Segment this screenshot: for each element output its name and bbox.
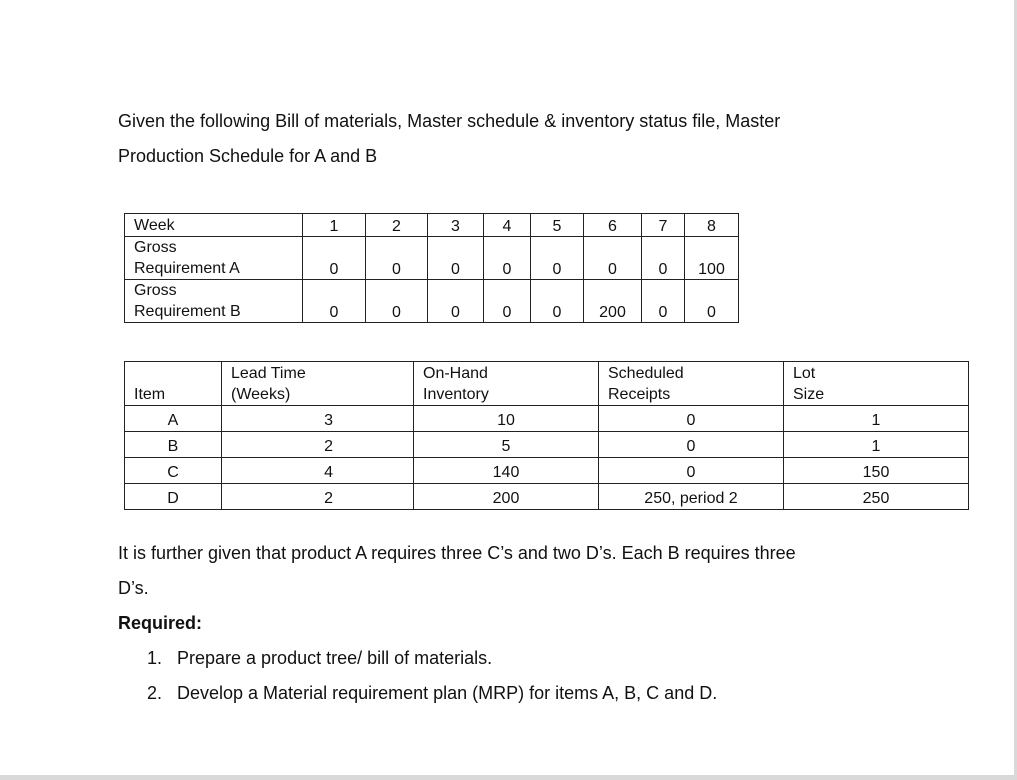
lot-size-cell: 250 [784, 484, 969, 510]
value-cell: 0 [484, 280, 531, 323]
value-cell: 0 [366, 237, 428, 280]
header-lead-time [222, 362, 414, 406]
value-cell: 0 [685, 280, 739, 323]
further-line-1: It is further given that product A requires three C’s and two D’s. Each B requires three [118, 543, 796, 563]
row-label-line-2: Requirement B [134, 303, 241, 320]
row-label [125, 237, 303, 280]
row-label-line-2: Requirement A [134, 260, 240, 277]
header-on-hand [414, 362, 599, 406]
lead-time-cell: 4 [222, 458, 414, 484]
intro-paragraph [118, 104, 898, 174]
value-cell: 0 [642, 237, 685, 280]
lot-size-cell: 1 [784, 432, 969, 458]
inventory-row-a [125, 406, 969, 432]
lead-time-cell: 2 [222, 484, 414, 510]
header-scheduled-line-2: Receipts [608, 386, 671, 403]
week-label: Week [125, 214, 303, 237]
value-cell: 0 [366, 280, 428, 323]
value-cell: 200 [584, 280, 642, 323]
item-cell: B [125, 432, 222, 458]
list-number: 2. [147, 683, 163, 703]
week-cell: 5 [531, 214, 584, 237]
list-item [147, 676, 717, 711]
gross-requirement-b-row [125, 280, 739, 323]
lead-time-cell: 3 [222, 406, 414, 432]
inventory-header-row [125, 362, 969, 406]
row-label-line-1: Gross [134, 239, 177, 256]
week-row [125, 214, 739, 237]
lot-size-cell: 150 [784, 458, 969, 484]
value-cell: 0 [303, 237, 366, 280]
header-scheduled-receipts [599, 362, 784, 406]
header-on-hand-line-1: On-Hand [423, 365, 488, 382]
value-cell: 100 [685, 237, 739, 280]
header-lot-line-1: Lot [793, 365, 816, 382]
week-cell: 8 [685, 214, 739, 237]
list-item [147, 641, 717, 676]
item-cell: D [125, 484, 222, 510]
inventory-status-table [124, 361, 969, 510]
scheduled-cell: 250, period 2 [599, 484, 784, 510]
intro-line-2: Production Schedule for A and B [118, 146, 378, 166]
header-lot-line-2: Size [793, 386, 825, 403]
header-item: Item [125, 362, 222, 406]
value-cell: 0 [303, 280, 366, 323]
row-label-line-1: Gross [134, 282, 177, 299]
lead-time-cell: 2 [222, 432, 414, 458]
inventory-row-d [125, 484, 969, 510]
inventory-row-c [125, 458, 969, 484]
header-lead-time-line-1: Lead Time [231, 365, 306, 382]
item-cell: A [125, 406, 222, 432]
lot-size-cell: 1 [784, 406, 969, 432]
inventory-row-b [125, 432, 969, 458]
value-cell: 0 [531, 237, 584, 280]
required-heading: Required: [118, 613, 203, 633]
on-hand-cell: 5 [414, 432, 599, 458]
master-schedule-table [124, 213, 739, 323]
list-number: 1. [147, 648, 163, 668]
further-paragraph [118, 536, 918, 606]
on-hand-cell: 200 [414, 484, 599, 510]
intro-line-1: Given the following Bill of materials, Master schedule & inventory status file, Master [118, 111, 781, 131]
week-cell: 2 [366, 214, 428, 237]
header-lot-size [784, 362, 969, 406]
value-cell: 0 [642, 280, 685, 323]
week-cell: 7 [642, 214, 685, 237]
header-scheduled-line-1: Scheduled [608, 365, 684, 382]
week-cell: 6 [584, 214, 642, 237]
value-cell: 0 [428, 237, 484, 280]
value-cell: 0 [484, 237, 531, 280]
scheduled-cell: 0 [599, 458, 784, 484]
scheduled-cell: 0 [599, 432, 784, 458]
value-cell: 0 [584, 237, 642, 280]
list-text: Prepare a product tree/ bill of materials. [177, 648, 493, 668]
required-list [147, 641, 717, 711]
row-label [125, 280, 303, 323]
header-on-hand-line-2: Inventory [423, 386, 489, 403]
on-hand-cell: 10 [414, 406, 599, 432]
week-cell: 3 [428, 214, 484, 237]
on-hand-cell: 140 [414, 458, 599, 484]
header-lead-time-line-2: (Weeks) [231, 386, 291, 403]
item-cell: C [125, 458, 222, 484]
gross-requirement-a-row [125, 237, 739, 280]
further-line-2: D’s. [118, 578, 149, 598]
scheduled-cell: 0 [599, 406, 784, 432]
list-text: Develop a Material requirement plan (MRP) for items A, B, C and D. [177, 683, 718, 703]
page-edge-bottom [0, 775, 1017, 780]
value-cell: 0 [531, 280, 584, 323]
week-cell: 4 [484, 214, 531, 237]
value-cell: 0 [428, 280, 484, 323]
week-cell: 1 [303, 214, 366, 237]
